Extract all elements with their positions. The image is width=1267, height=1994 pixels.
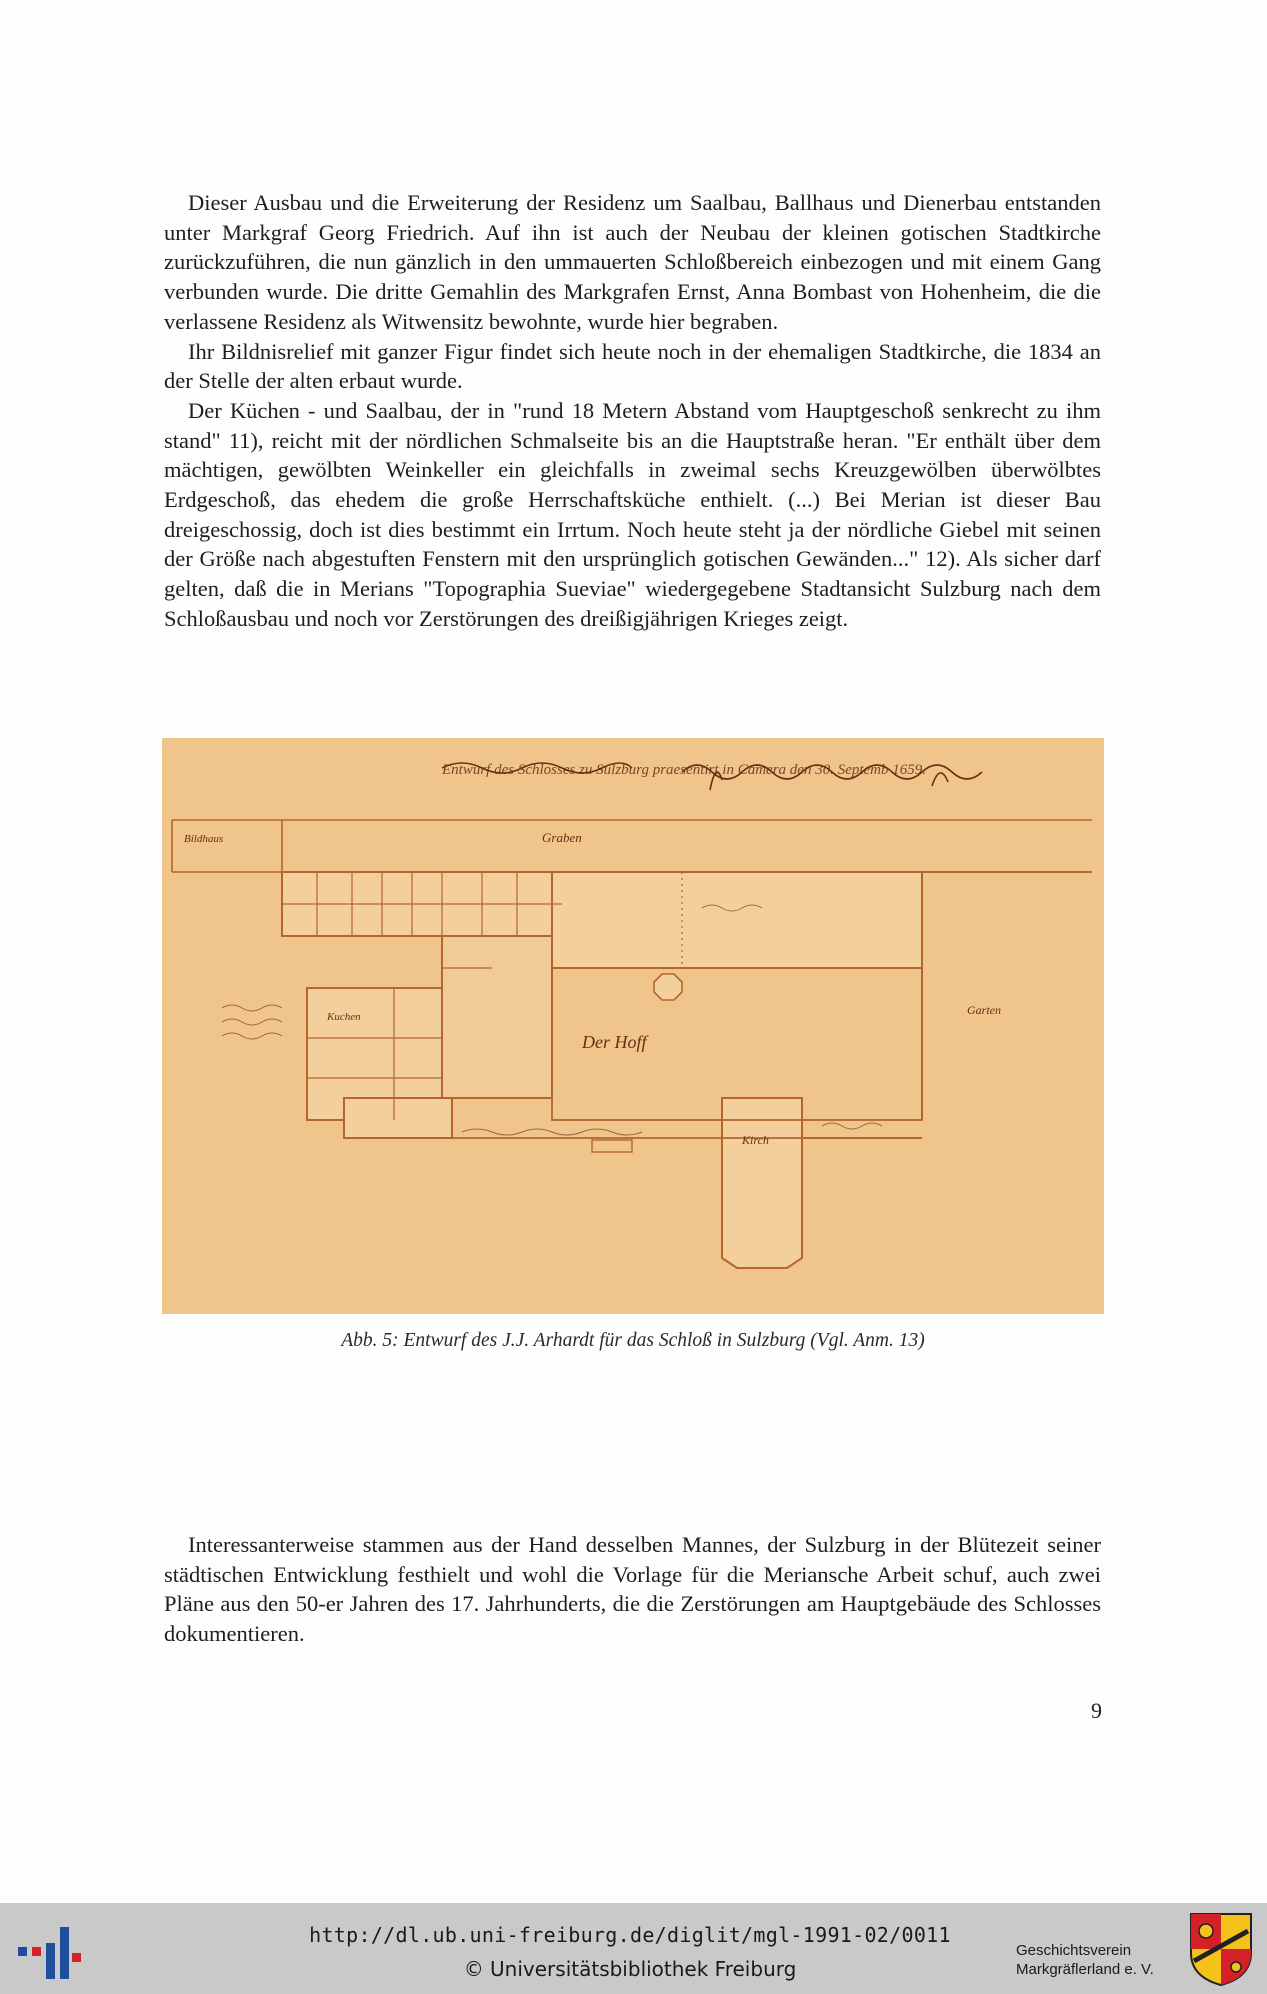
page-number: 9: [1091, 1698, 1102, 1723]
label-hof: Der Hoff: [582, 1032, 647, 1052]
plan-header-script: Entwurf des Schlosses zu Sulzburg praesentirt in Camera den 30. Septemb 1659.: [442, 762, 927, 778]
footer-copyright: © Universitätsbibliothek Freiburg: [463, 1957, 797, 1981]
society-line-2: Markgräflerland e. V.: [1016, 1961, 1154, 1978]
label-graben: Graben: [542, 830, 582, 845]
body-text-bottom: [164, 1530, 1101, 1649]
footer-bar: [0, 1903, 1267, 1994]
figure-caption: Abb. 5: Entwurf des J.J. Arhardt für das Schloß in Sulzburg (Vgl. Anm. 13): [341, 1330, 925, 1351]
paragraph: Der Küchen - und Saalbau, der in "rund 18 Metern Abstand vom Hauptgeschoß senkrecht zu ihm stand" 11), reicht mit der nördlichen Schmalseite bis an die Hauptstraße heran. "Er enthält über dem mächtigen, gewölbten Weinkeller ein gleichfalls in zweimal sechs Kreuzgewölben überwölbtes Erdgeschoß, das ehedem die große Herrschaftsküche enthielt. (...) Bei Merian ist dieser Bau dreigeschossig, doch ist dies bestimmt ein Irrtum. Noch heute steht ja der nördliche Giebel mit seinen der Größe nach abgestuften Fenstern mit den ursprünglich gotischen Gewänden..." 12). Als sicher darf gelten, daß die in Merians "Topographia Sueviae" wiedergegebene Stadtansicht Sulzburg nach dem Schloßausbau und noch vor Zerstörungen des dreißigjährigen Krieges zeigt.: [164, 397, 1101, 631]
footer-url-link[interactable]: http://dl.ub.uni-freiburg.de/diglit/mgl-1991-02/0011: [309, 1923, 951, 1947]
castle-plan-drawing: [162, 738, 1104, 1314]
paragraph: Dieser Ausbau und die Erweiterung der Residenz um Saalbau, Ballhaus und Dienerbau entstanden unter Markgraf Georg Friedrich. Auf ihn ist auch der Neubau der kleinen gotischen Stadtkirche zurückzuführen, die nun gänzlich in den ummauerten Schloßbereich einbezogen und mit einem Gang verbunden wurde. Die dritte Gemahlin des Markgrafen Ernst, Anna Bombast von Hohenheim, die die verlassene Residenz als Witwensitz bewohnte, wurde hier begraben.: [164, 190, 1101, 334]
label-garten: Garten: [967, 1003, 1001, 1017]
paragraph: Ihr Bildnisrelief mit ganzer Figur findet sich heute noch in der ehemaligen Stadtkirche, die 1834 an der Stelle der alten erbaut wurde.: [164, 338, 1101, 394]
society-name: [1016, 1941, 1186, 1979]
paragraph: Interessanterweise stammen aus der Hand desselben Mannes, der Sulzburg in der Blütezeit seiner städtischen Entwicklung festhielt und wohl die Vorlage für die Meriansche Arbeit schuf, auch zwei Pläne aus den 50-er Jahren des 17. Jahrhunderts, die die Zerstörungen am Hauptgebäude des Schlosses dokumentieren.: [164, 1532, 1101, 1647]
label-kuchen: Kuchen: [327, 1011, 361, 1023]
ub-freiburg-logo-icon: [14, 1925, 84, 1981]
castle-plan-figure: [162, 738, 1104, 1314]
label-kirch: Kirch: [742, 1133, 769, 1147]
coat-of-arms-icon: [1188, 1911, 1254, 1987]
body-text-top: [164, 188, 1101, 634]
society-line-1: Geschichtsverein: [1016, 1942, 1132, 1959]
label-bildhaus: Bildhaus: [184, 833, 224, 845]
